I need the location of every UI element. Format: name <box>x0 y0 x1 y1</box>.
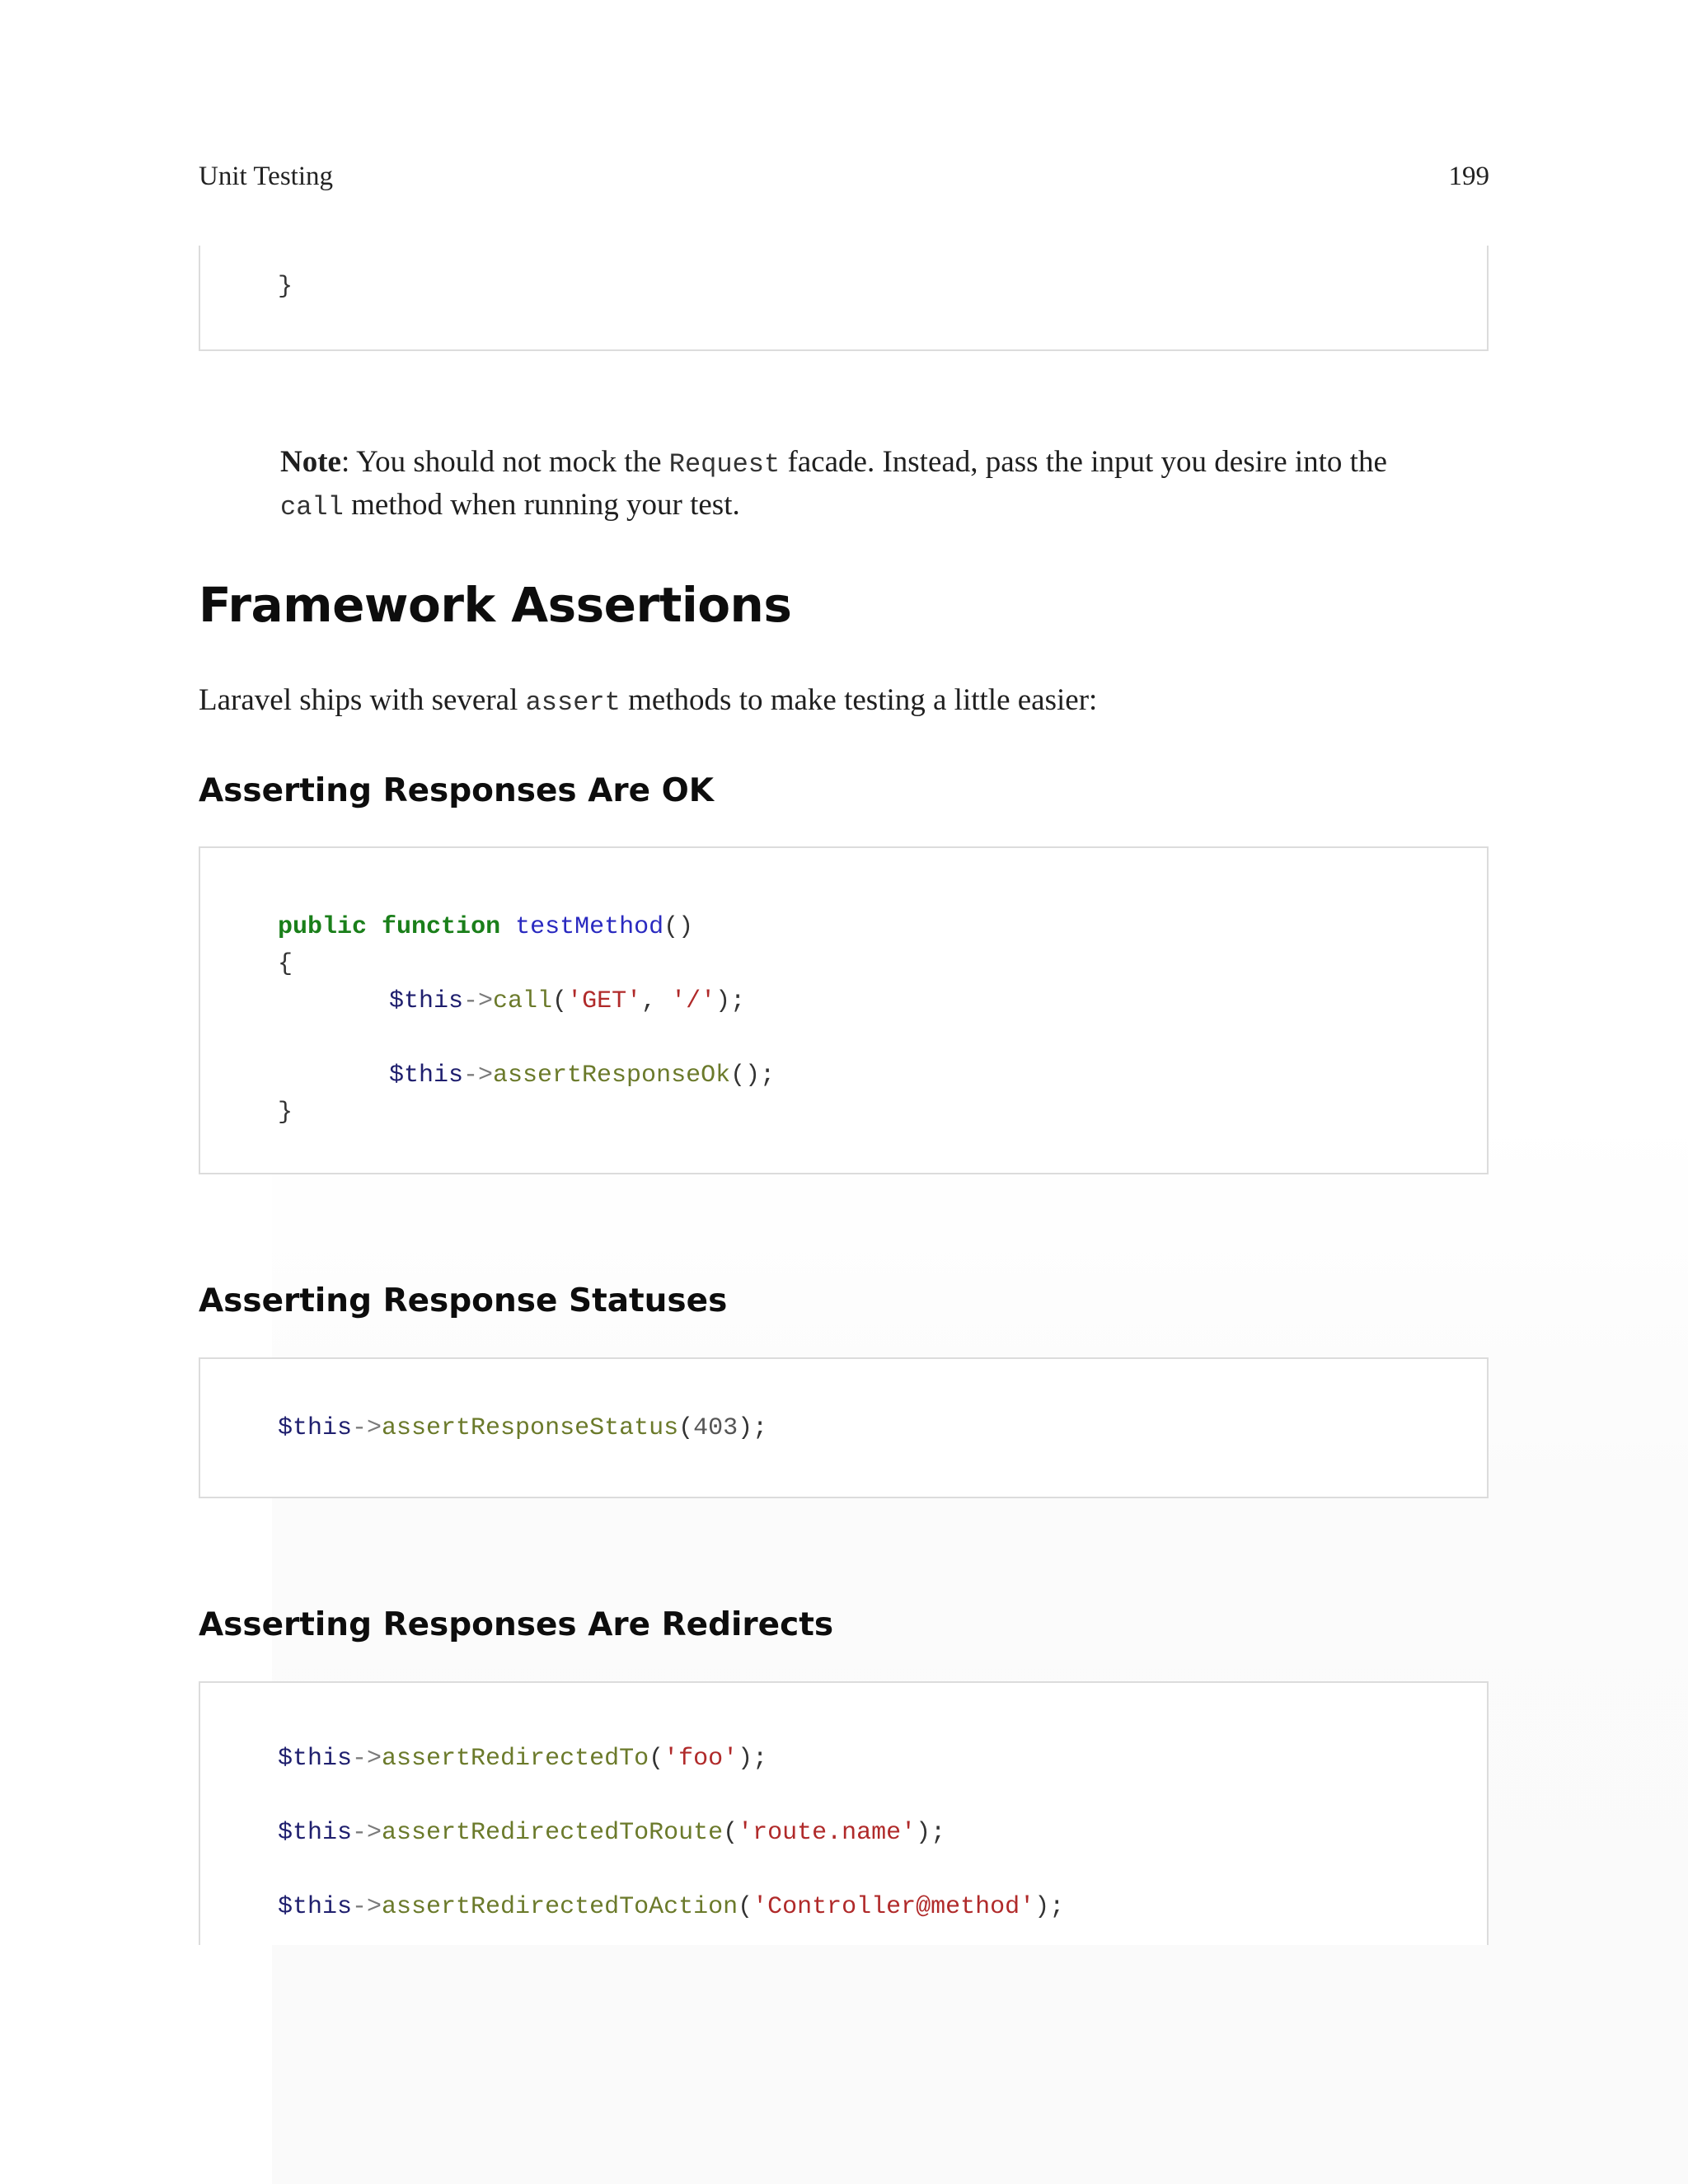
code-block-response-statuses <box>199 1357 1489 1498</box>
code-line: $this->call('GET', '/'); <box>389 987 746 1015</box>
page-number: 199 <box>1448 162 1489 191</box>
note-paragraph: Note: You should not mock the Request facade. Instead, pass the input you desire into the call method when running your test. <box>280 445 1387 523</box>
code-line: $this->assertResponseStatus(403); <box>278 1414 768 1442</box>
code-line: public function testMethod() <box>278 913 694 941</box>
subsection-title-redirects: Asserting Responses Are Redirects <box>199 1606 834 1643</box>
intro-paragraph: Laravel ships with several assert methods to make testing a little easier: <box>199 683 1098 718</box>
code-line: { <box>278 950 293 978</box>
subsection-title-response-statuses: Asserting Response Statuses <box>199 1282 728 1319</box>
subsection-title-responses-ok: Asserting Responses Are OK <box>199 772 715 809</box>
code-line: $this->assertResponseOk(); <box>389 1062 776 1090</box>
inline-code-call: call <box>280 492 344 523</box>
note-label: Note <box>280 445 341 479</box>
page-background-shade <box>272 1113 1688 2184</box>
code-block-continued <box>199 246 1489 351</box>
inline-code-assert: assert <box>525 687 621 718</box>
code-block-responses-ok <box>199 846 1489 1174</box>
code-line: } <box>278 273 293 301</box>
code-block-redirects <box>199 1681 1489 1945</box>
inline-code-request: Request <box>668 449 781 480</box>
code-line: $this->assertRedirectedToRoute('route.name'); <box>278 1819 946 1847</box>
section-title-framework-assertions: Framework Assertions <box>199 577 792 633</box>
code-line: $this->assertRedirectedTo('foo'); <box>278 1745 768 1773</box>
code-line: $this->assertRedirectedToAction('Controller@method'); <box>278 1893 1065 1921</box>
code-line: } <box>278 1099 293 1127</box>
running-header: Unit Testing <box>199 162 334 191</box>
